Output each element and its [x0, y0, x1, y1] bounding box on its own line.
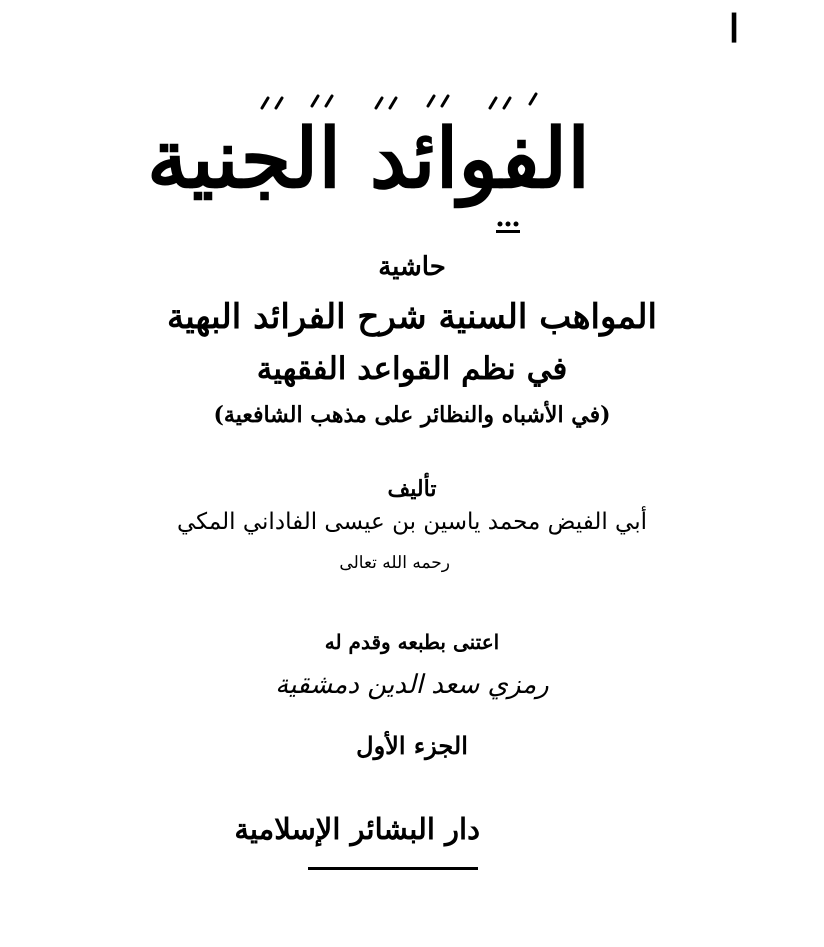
- subtitle-hashiya: حاشية: [378, 252, 446, 282]
- work-title-line-2: في نظم القواعد الفقهية: [256, 351, 568, 387]
- editor-label: اعتنى بطبعه وقدم له: [324, 630, 500, 654]
- title-ornament-bottom: [200, 216, 590, 240]
- publisher-underline-ornament: [308, 858, 478, 877]
- page-number-mark: ا: [728, 6, 740, 51]
- book-title: الفوائد الجنية: [147, 111, 590, 207]
- author-label: تأليف: [387, 476, 437, 502]
- editor-name: رمزي سعد الدين دمشقية: [275, 670, 549, 700]
- work-title-line-1: المواهب السنية شرح الفرائد البهية: [167, 297, 657, 337]
- work-title-line-3: (في الأشباه والنظائر على مذهب الشافعية): [213, 402, 611, 428]
- calligraphic-title-block: [147, 90, 590, 240]
- author-prayer: رحمه الله تعالى: [339, 553, 450, 573]
- publisher-name: دار البشائر الإسلامية: [234, 812, 480, 846]
- author-name: أبي الفيض محمد ياسين بن عيسى الفاداني المكي: [176, 509, 648, 535]
- volume-label: الجزء الأول: [356, 731, 468, 760]
